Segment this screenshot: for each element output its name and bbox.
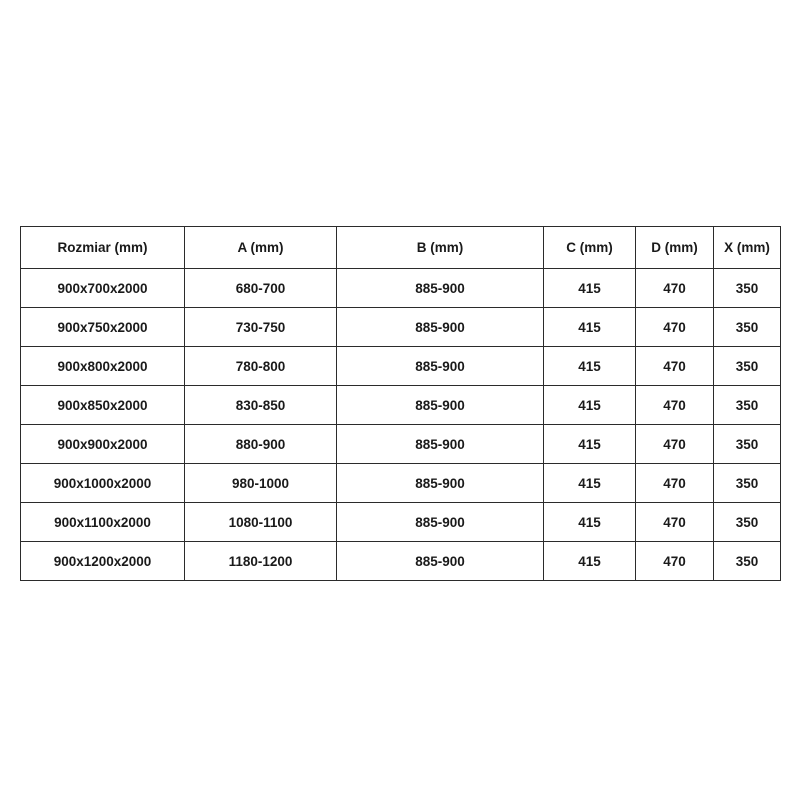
table-row bbox=[21, 386, 781, 425]
cell-d: 470 bbox=[636, 269, 714, 308]
cell-c: 415 bbox=[544, 269, 636, 308]
column-header-a: A (mm) bbox=[185, 227, 337, 269]
cell-x: 350 bbox=[714, 542, 781, 581]
table-row bbox=[21, 347, 781, 386]
specification-table-container bbox=[20, 226, 780, 581]
column-header-c: C (mm) bbox=[544, 227, 636, 269]
cell-c: 415 bbox=[544, 503, 636, 542]
cell-b: 885-900 bbox=[337, 425, 544, 464]
cell-b: 885-900 bbox=[337, 269, 544, 308]
table-row bbox=[21, 269, 781, 308]
cell-d: 470 bbox=[636, 425, 714, 464]
cell-d: 470 bbox=[636, 308, 714, 347]
cell-x: 350 bbox=[714, 308, 781, 347]
table-row bbox=[21, 542, 781, 581]
table-row bbox=[21, 464, 781, 503]
cell-a: 980-1000 bbox=[185, 464, 337, 503]
table-body bbox=[21, 269, 781, 581]
cell-size: 900x900x2000 bbox=[21, 425, 185, 464]
cell-b: 885-900 bbox=[337, 503, 544, 542]
cell-x: 350 bbox=[714, 464, 781, 503]
cell-c: 415 bbox=[544, 386, 636, 425]
column-header-b: B (mm) bbox=[337, 227, 544, 269]
cell-x: 350 bbox=[714, 386, 781, 425]
cell-size: 900x800x2000 bbox=[21, 347, 185, 386]
table-header-row bbox=[21, 227, 781, 269]
cell-size: 900x1100x2000 bbox=[21, 503, 185, 542]
cell-c: 415 bbox=[544, 425, 636, 464]
cell-size: 900x700x2000 bbox=[21, 269, 185, 308]
cell-d: 470 bbox=[636, 503, 714, 542]
cell-d: 470 bbox=[636, 464, 714, 503]
cell-a: 680-700 bbox=[185, 269, 337, 308]
table-row bbox=[21, 308, 781, 347]
cell-d: 470 bbox=[636, 347, 714, 386]
specification-table bbox=[20, 226, 781, 581]
table-row bbox=[21, 425, 781, 464]
cell-b: 885-900 bbox=[337, 308, 544, 347]
cell-size: 900x850x2000 bbox=[21, 386, 185, 425]
cell-x: 350 bbox=[714, 347, 781, 386]
table-row bbox=[21, 503, 781, 542]
cell-c: 415 bbox=[544, 347, 636, 386]
cell-a: 1180-1200 bbox=[185, 542, 337, 581]
cell-x: 350 bbox=[714, 503, 781, 542]
cell-b: 885-900 bbox=[337, 542, 544, 581]
cell-x: 350 bbox=[714, 269, 781, 308]
cell-size: 900x750x2000 bbox=[21, 308, 185, 347]
cell-a: 730-750 bbox=[185, 308, 337, 347]
column-header-rozmiar: Rozmiar (mm) bbox=[21, 227, 185, 269]
cell-x: 350 bbox=[714, 425, 781, 464]
cell-d: 470 bbox=[636, 542, 714, 581]
cell-d: 470 bbox=[636, 386, 714, 425]
cell-a: 880-900 bbox=[185, 425, 337, 464]
cell-b: 885-900 bbox=[337, 347, 544, 386]
cell-c: 415 bbox=[544, 308, 636, 347]
column-header-d: D (mm) bbox=[636, 227, 714, 269]
cell-size: 900x1200x2000 bbox=[21, 542, 185, 581]
cell-a: 780-800 bbox=[185, 347, 337, 386]
cell-c: 415 bbox=[544, 542, 636, 581]
cell-c: 415 bbox=[544, 464, 636, 503]
column-header-x: X (mm) bbox=[714, 227, 781, 269]
cell-size: 900x1000x2000 bbox=[21, 464, 185, 503]
cell-b: 885-900 bbox=[337, 464, 544, 503]
table-header bbox=[21, 227, 781, 269]
cell-a: 830-850 bbox=[185, 386, 337, 425]
cell-a: 1080-1100 bbox=[185, 503, 337, 542]
cell-b: 885-900 bbox=[337, 386, 544, 425]
